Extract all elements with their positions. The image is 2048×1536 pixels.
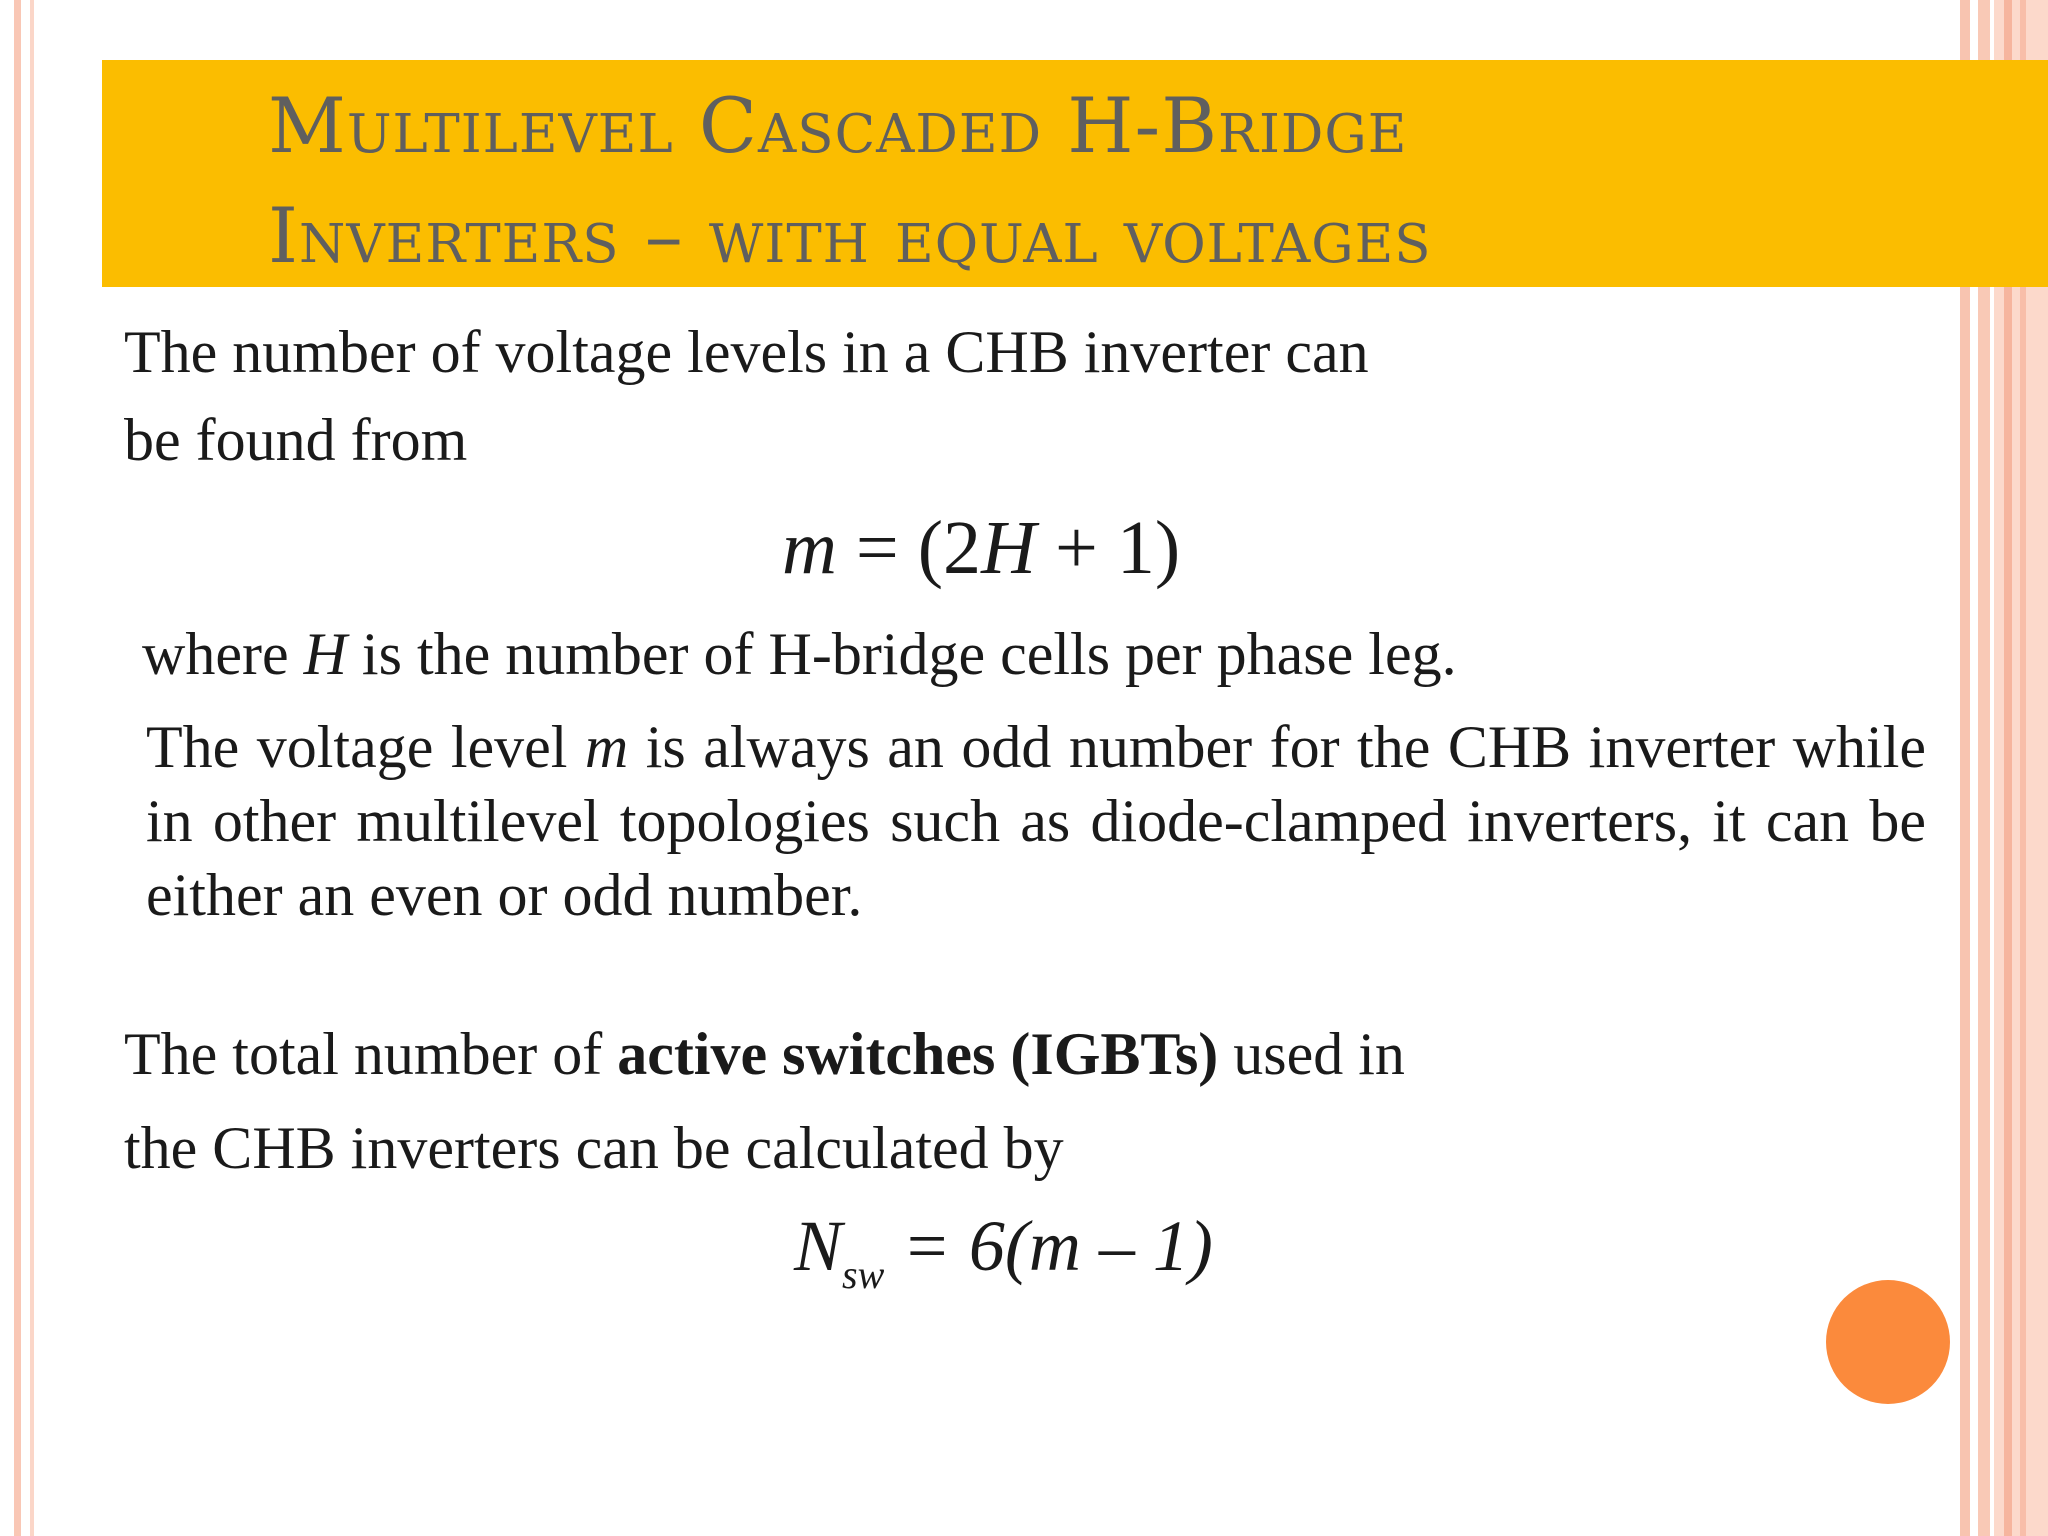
slide-title-line-2: Inverters – with equal voltages <box>268 191 1432 280</box>
left-border-stripe-inner <box>30 0 34 1536</box>
levels-formula <box>782 506 1181 590</box>
odd-suffix: is always an odd number for the CHB inverter while in other multilevel topologies such as diode-clamped inverters, it can be either an even or odd number. <box>146 714 1926 928</box>
switches-prefix: The total number of <box>124 1021 618 1087</box>
switches-text-line-2: the CHB inverters can be calculated by <box>124 1115 1064 1181</box>
formula-switch-tail: = 6(m – 1) <box>884 1206 1213 1286</box>
odd-level-paragraph <box>146 710 1926 932</box>
intro-text-line-2: be found from <box>124 407 468 473</box>
switches-formula <box>794 1206 1213 1297</box>
slide-title-line-1: Multilevel Cascaded H-Bridge <box>268 81 1408 170</box>
formula-n: N <box>794 1206 843 1286</box>
switches-text-line-1 <box>124 1021 1405 1087</box>
left-border-stripe <box>14 0 21 1536</box>
formula-variable-h: H <box>981 506 1036 590</box>
formula-operator: = (2 <box>836 506 982 590</box>
formula-subscript: sw <box>842 1252 885 1297</box>
where-suffix: is the number of H-bridge cells per phase leg. <box>346 621 1457 687</box>
switches-suffix: used in <box>1218 1021 1405 1087</box>
formula-variable-m: m <box>782 506 837 590</box>
where-prefix: where <box>142 621 304 687</box>
switches-bold-term: active switches (IGBTs) <box>617 1021 1219 1087</box>
odd-variable: m <box>584 714 629 780</box>
formula-tail: + 1) <box>1035 506 1181 590</box>
intro-text-line-1: The number of voltage levels in a CHB inverter can <box>124 319 1369 385</box>
decorative-orange-circle <box>1826 1280 1950 1404</box>
odd-prefix: The voltage level <box>146 714 585 780</box>
where-variable: H <box>303 621 347 687</box>
where-h-text <box>142 621 1457 687</box>
